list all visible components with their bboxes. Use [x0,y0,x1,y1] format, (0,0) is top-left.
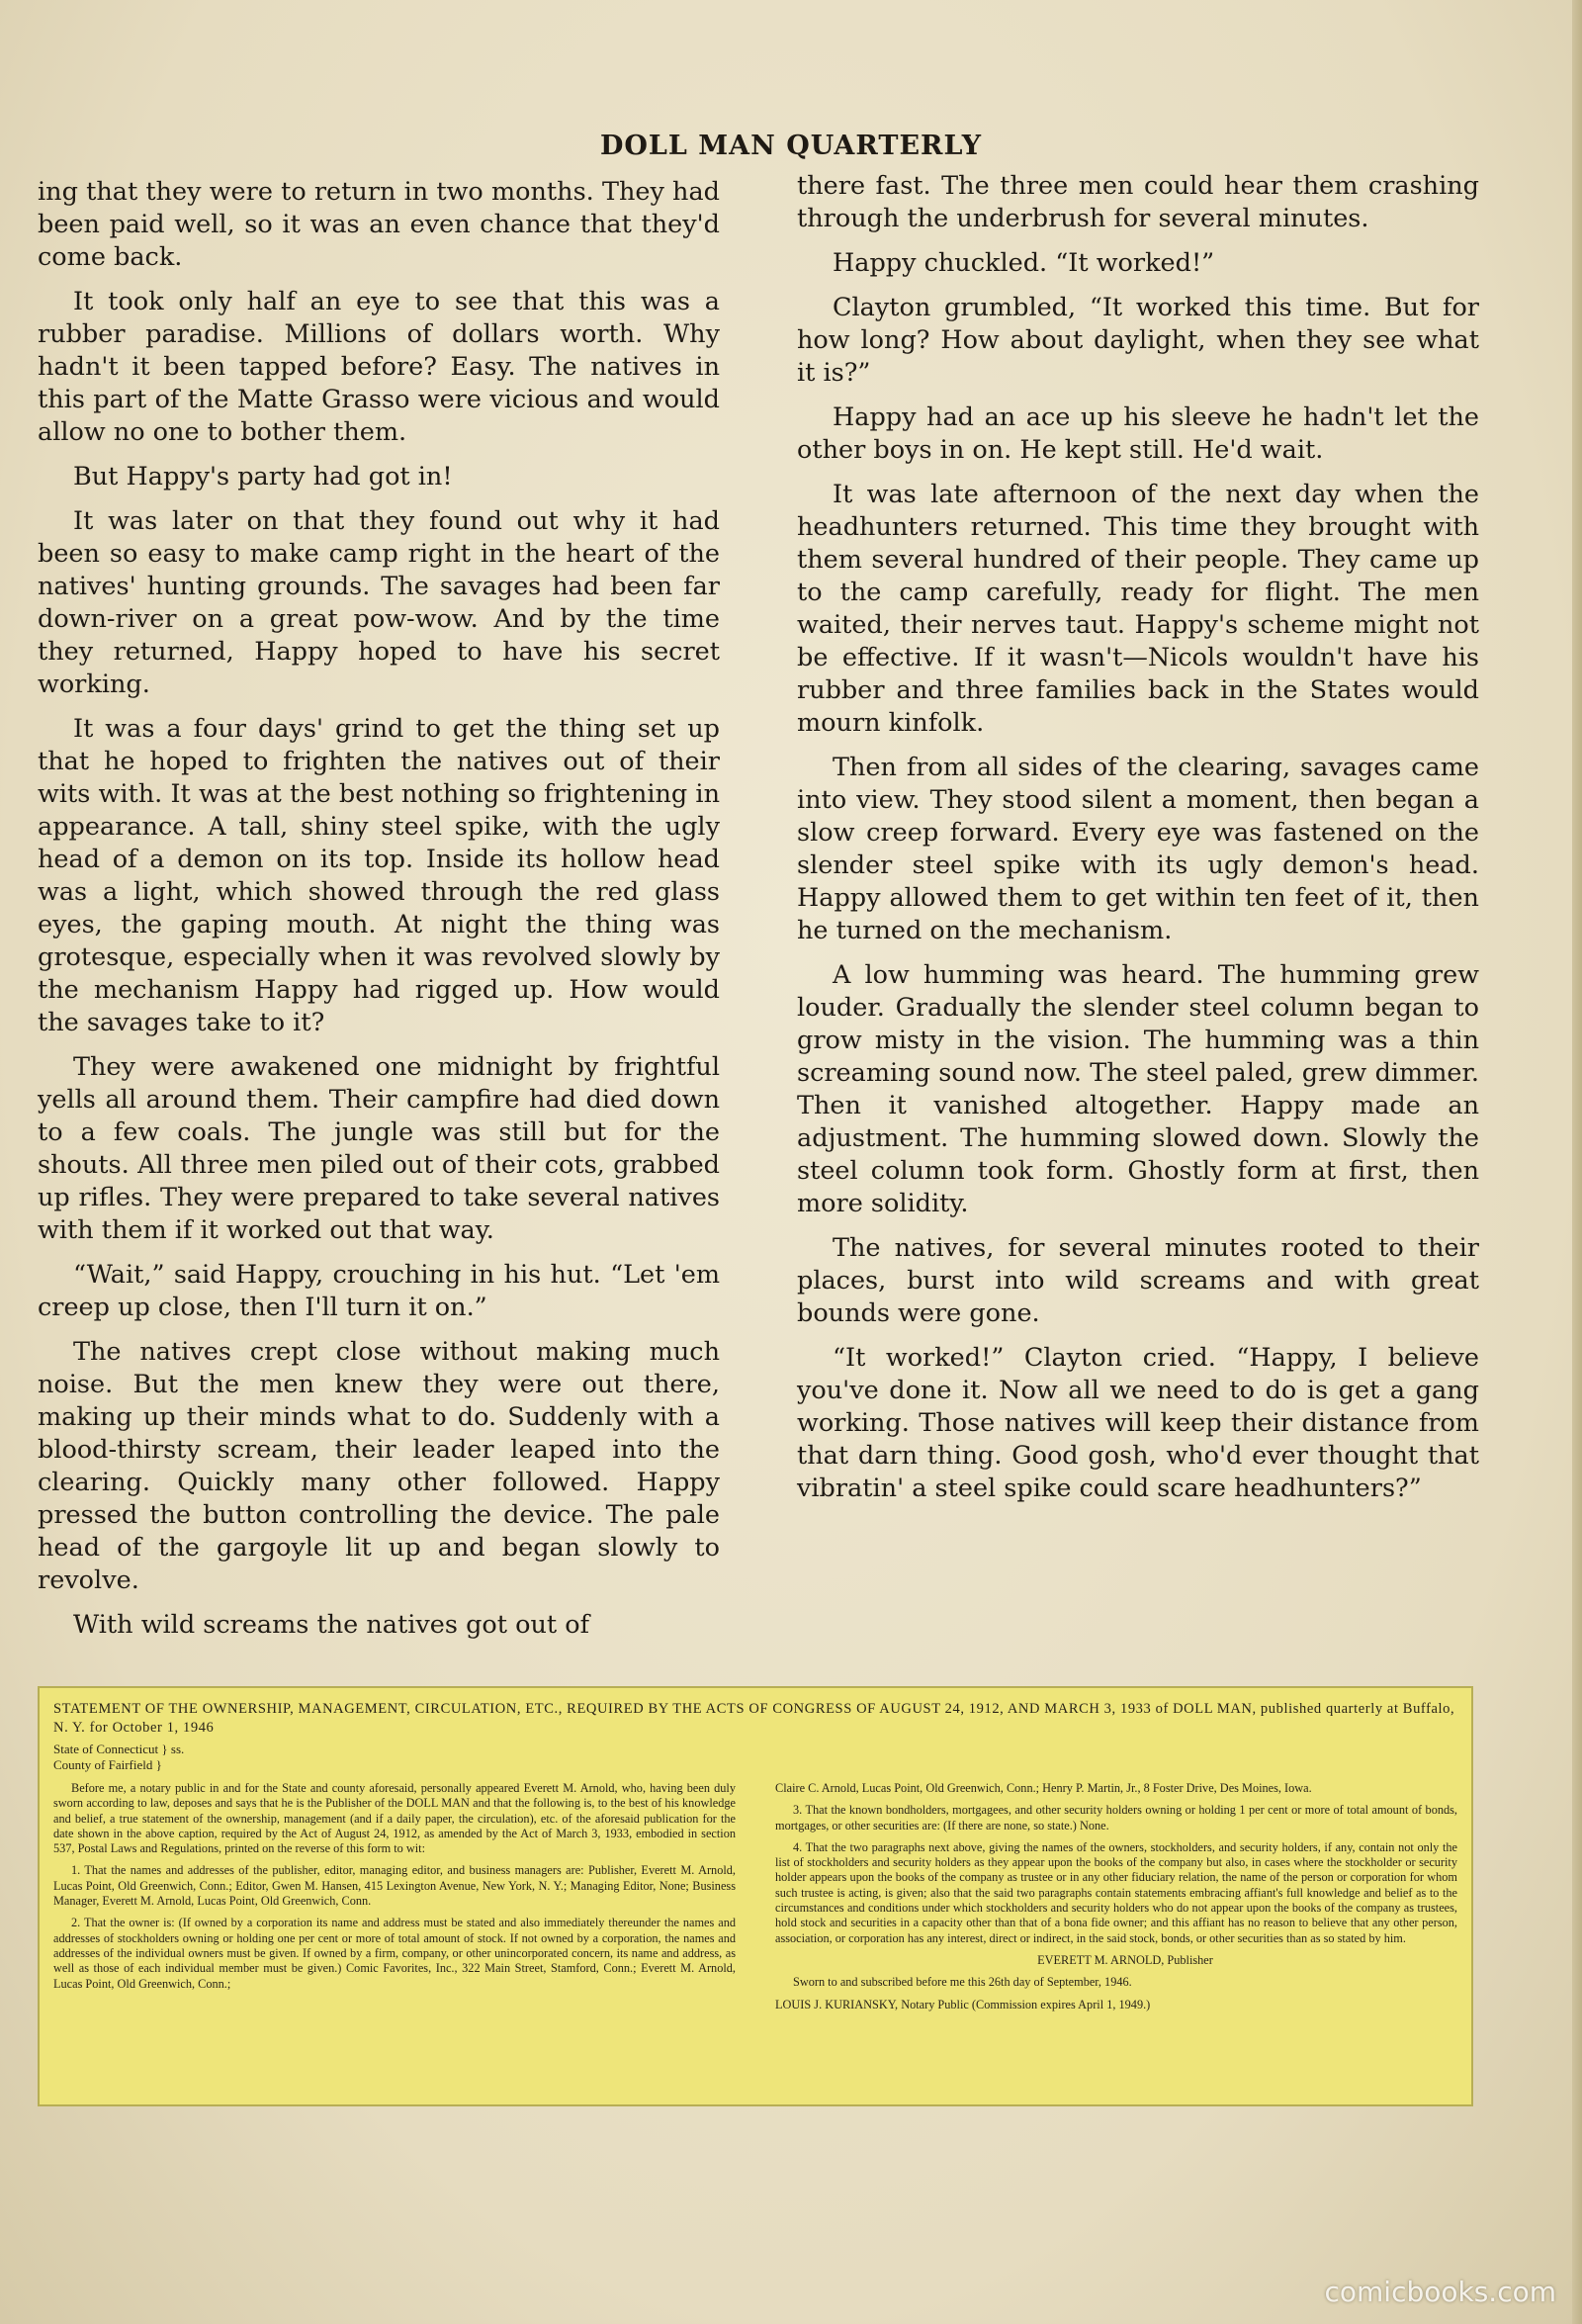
statement-column-left [53,1781,736,2019]
story-paragraph: But Happy's party had got in! [73,462,453,492]
statement-column-right [775,1781,1457,2019]
publisher-signature: EVERETT M. ARNOLD, Publisher [1037,1952,1213,1967]
statement-heading: STATEMENT OF THE OWNERSHIP, MANAGEMENT, CIRCULATION, ETC., REQUIRED BY THE ACTS OF CONGRESS OF AUGUST 24, 1912, AND MARCH 3, 1933 of DOLL MAN, published quarterly at Buffalo, N. Y. for October 1, 1946 [53,1701,1455,1736]
story-paragraph: Then from all sides of the clearing, savages came into view. They stood silent a moment, then began a slow creep forward. Every eye was fastened on the slender steel spike with its ugly demon's head. Happy allowed them to get within ten feet of it, then he turned on the mechanism. [797,753,1479,945]
story-paragraph: “Wait,” said Happy, crouching in his hut. “Let 'em creep up close, then I'll turn it on.” [38,1260,720,1322]
sworn-line: Sworn to and subscribed before me this 26th day of September, 1946. [793,1975,1132,1990]
notary-line: LOUIS J. KURIANSKY, Notary Public (Commission expires April 1, 1949.) [775,1997,1151,2011]
story-column-left [38,176,720,1654]
site-watermark: comicbooks.com [1324,2276,1556,2308]
story-paragraph: They were awakened one midnight by frightful yells all around them. Their campfire had died down to a few coals. The jungle was still but for the shouts. All three men piled out of their cots, grabbed up rifles. They were prepared to take several natives with them if it worked out that way. [38,1052,720,1245]
county-line: County of Fairfield } [53,1757,162,1772]
story-paragraph: Happy had an ace up his sleeve he hadn't let the other boys in on. He kept still. He'd wait. [797,402,1479,465]
story-paragraph: The natives crept close without making much noise. But the men knew they were out there, making up their minds what to do. Suddenly with a blood-thirsty scream, their leader leaped into the clearing. Quickly many other followed. Happy pressed the button controlling the device. The pale head of the gargoyle lit up and began slowly to revolve. [38,1337,720,1595]
statement-paragraph: 3. That the known bondholders, mortgagees, and other security holders owning or holding 1 per cent or more of total amount of bonds, mortgages, or other securities are: (If there are none, so state.) None. [775,1803,1457,1832]
story-paragraph: It was a four days' grind to get the thing set up that he hoped to frighten the natives out of their wits with. It was at the best nothing so frightening in appearance. A tall, shiny steel spike, with the ugly head of a demon on its top. Inside its hollow head was a light, which showed through the red glass eyes, the gaping mouth. At night the thing was grotesque, especially when it was revolved slowly by the mechanism Happy had rigged up. How would the savages take to it? [38,714,720,1037]
story-paragraph: The natives, for several minutes rooted to their places, burst into wild screams and with great bounds were gone. [797,1233,1479,1328]
story-paragraph: A low humming was heard. The humming grew louder. Gradually the slender steel column began to grow misty in the vision. The humming was a thin screaming sound now. The steel paled, grew dimmer. Then it vanished altogether. Happy made an adjustment. The humming slowed down. Slowly the steel column took form. Ghostly form at first, then more solidity. [797,960,1479,1218]
story-paragraph: ing that they were to return in two months. They had been paid well, so it was an even chance that they'd come back. [38,177,720,272]
statement-columns [53,1781,1457,2019]
statement-paragraph: 1. That the names and addresses of the publisher, editor, managing editor, and business managers are: Publisher, Everett M. Arnold, Lucas Point, Old Greenwich, Conn.; Editor, Gwen M. Hansen, 415 Lexington Avenue, New York, N. Y.; Managing Editor, None; Business Manager, Everett M. Arnold, Lucas Point, Old Greenwich, Conn. [53,1863,736,1909]
page-edge [1572,0,1582,2324]
story-paragraph: Happy chuckled. “It worked!” [833,248,1215,278]
story-paragraph: It took only half an eye to see that this was a rubber paradise. Millions of dollars worth. Why hadn't it been tapped before? Easy. The natives in this part of the Matte Grasso were vicious and would allow no one to bother them. [38,287,720,447]
page-header: DOLL MAN QUARTERLY [599,131,982,161]
ownership-statement-box [38,1686,1473,2106]
statement-paragraph: 4. That the two paragraphs next above, giving the names of the owners, stockholders, and security holders, if any, contain not only the list of stockholders and security holders as they appear upon the books of the company but also, in cases where the stockholder or security holder appears upon the books of the company as trustee or in any other fiduciary relation, the name of the person or corporation for whom such trustee is acting, is given; also that the said two paragraphs contain statements embracing affiant's full knowledge and belief as to the circumstances and conditions under which stockholders and security holders who do not appear upon the books of the company as trustees, hold stock and securities in a capacity other than that of a bona fide owner; and this affiant has no reason to believe that any other person, association, or corporation has any interest, direct or indirect, in the said stock, bonds, or other securities than as so stated by him. [775,1839,1457,1945]
story-paragraph: It was late afternoon of the next day when the headhunters returned. This time they brought with them several hundred of their people. They came up to the camp carefully, ready for flight. The men waited, their nerves taut. Happy's scheme might not be effective. If it wasn't—Nicols wouldn't have his rubber and three families back in the States would mourn kinfolk. [797,480,1479,738]
story-column-right [797,170,1479,1517]
story-paragraph: It was later on that they found out why it had been so easy to make camp right in the heart of the natives' hunting grounds. The savages had been far down-river on a great pow-wow. And by the time they returned, Happy hoped to have his secret working. [38,506,720,699]
story-paragraph: Clayton grumbled, “It worked this time. But for how long? How about daylight, when they see what it is?” [797,293,1479,388]
statement-venue [53,1742,686,1773]
statement-paragraph: Before me, a notary public in and for the State and county aforesaid, personally appeared Everett M. Arnold, who, having been duly sworn according to law, deposes and says that he is the Publisher of the DOLL MAN and that the following is, to the best of his knowledge and belief, a true statement of the ownership, management (and if a daily paper, the circulation), etc. of the aforesaid publication for the date shown in the above caption, required by the Act of August 24, 1912, as amended by the Act of March 3, 1933, embodied in section 537, Postal Laws and Regulations, printed on the reverse of this form to wit: [53,1781,736,1856]
story-paragraph: there fast. The three men could hear them crashing through the underbrush for several minutes. [797,171,1479,233]
state-line: State of Connecticut } ss. [53,1742,185,1756]
story-paragraph: With wild screams the natives got out of [73,1610,590,1640]
story-paragraph: “It worked!” Clayton cried. “Happy, I believe you've done it. Now all we need to do is get a gang working. Those natives will keep their distance from that darn thing. Good gosh, who'd ever thought that vibratin' a steel spike could scare headhunters?” [797,1343,1479,1503]
statement-paragraph: Claire C. Arnold, Lucas Point, Old Greenwich, Conn.; Henry P. Martin, Jr., 8 Foster Drive, Des Moines, Iowa. [775,1781,1312,1795]
statement-paragraph: 2. That the owner is: (If owned by a corporation its name and address must be stated and also immediately thereunder the names and addresses of stockholders owning or holding one per cent or more of total amount of stock. If not owned by a corporation, the names and addresses of the individual owners must be given. If owned by a firm, company, or other unincorporated concern, its name and address, as well as those of each individual member must be given.) Comic Favorites, Inc., 322 Main Street, Stamford, Conn.; Everett M. Arnold, Lucas Point, Old Greenwich, Conn.; [53,1916,736,1991]
